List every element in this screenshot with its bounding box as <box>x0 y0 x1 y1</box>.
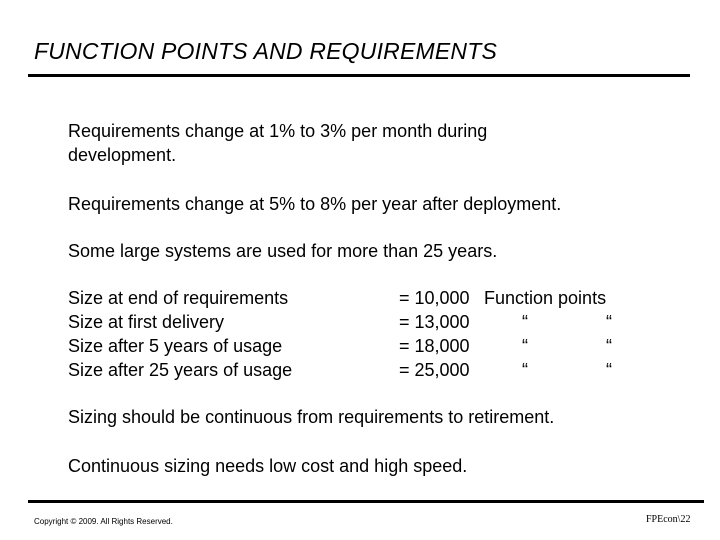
size-value: = 13,000 <box>399 312 470 332</box>
size-value: = 10,000 <box>399 288 470 308</box>
paragraph-continuous-sizing: Sizing should be continuous from requirements to retirement. <box>68 407 555 427</box>
size-value: = 18,000 <box>399 336 470 356</box>
size-label: Size at end of requirements <box>68 288 289 308</box>
ditto-mark: “ <box>522 336 528 356</box>
paragraph-monthly-change-line2: development. <box>68 145 177 165</box>
title-divider <box>28 74 690 77</box>
size-unit: Function points <box>484 288 607 308</box>
footer-divider <box>28 500 704 503</box>
paragraph-system-lifetime: Some large systems are used for more than 25 years. <box>68 241 498 261</box>
ditto-mark: “ <box>606 360 612 380</box>
ditto-mark: “ <box>522 360 528 380</box>
ditto-mark: “ <box>606 336 612 356</box>
size-label: Size after 5 years of usage <box>68 336 283 356</box>
size-row <box>68 310 668 334</box>
size-label: Size at first delivery <box>68 312 225 332</box>
size-label: Size after 25 years of usage <box>68 360 293 380</box>
page-title: FUNCTION POINTS AND REQUIREMENTS <box>34 38 498 64</box>
paragraph-yearly-change: Requirements change at 5% to 8% per year after deployment. <box>68 194 562 214</box>
size-row <box>68 358 668 382</box>
size-row <box>68 334 668 358</box>
ditto-mark: “ <box>606 312 612 332</box>
ditto-mark: “ <box>522 312 528 332</box>
paragraph-low-cost-high-speed: Continuous sizing needs low cost and high speed. <box>68 456 468 476</box>
size-row <box>68 286 668 310</box>
copyright-notice: Copyright © 2009. All Rights Reserved. <box>34 517 173 526</box>
page-code: FPEcon\22 <box>646 514 691 525</box>
paragraph-monthly-change-line1: Requirements change at 1% to 3% per month during <box>68 121 488 141</box>
size-value: = 25,000 <box>399 360 470 380</box>
